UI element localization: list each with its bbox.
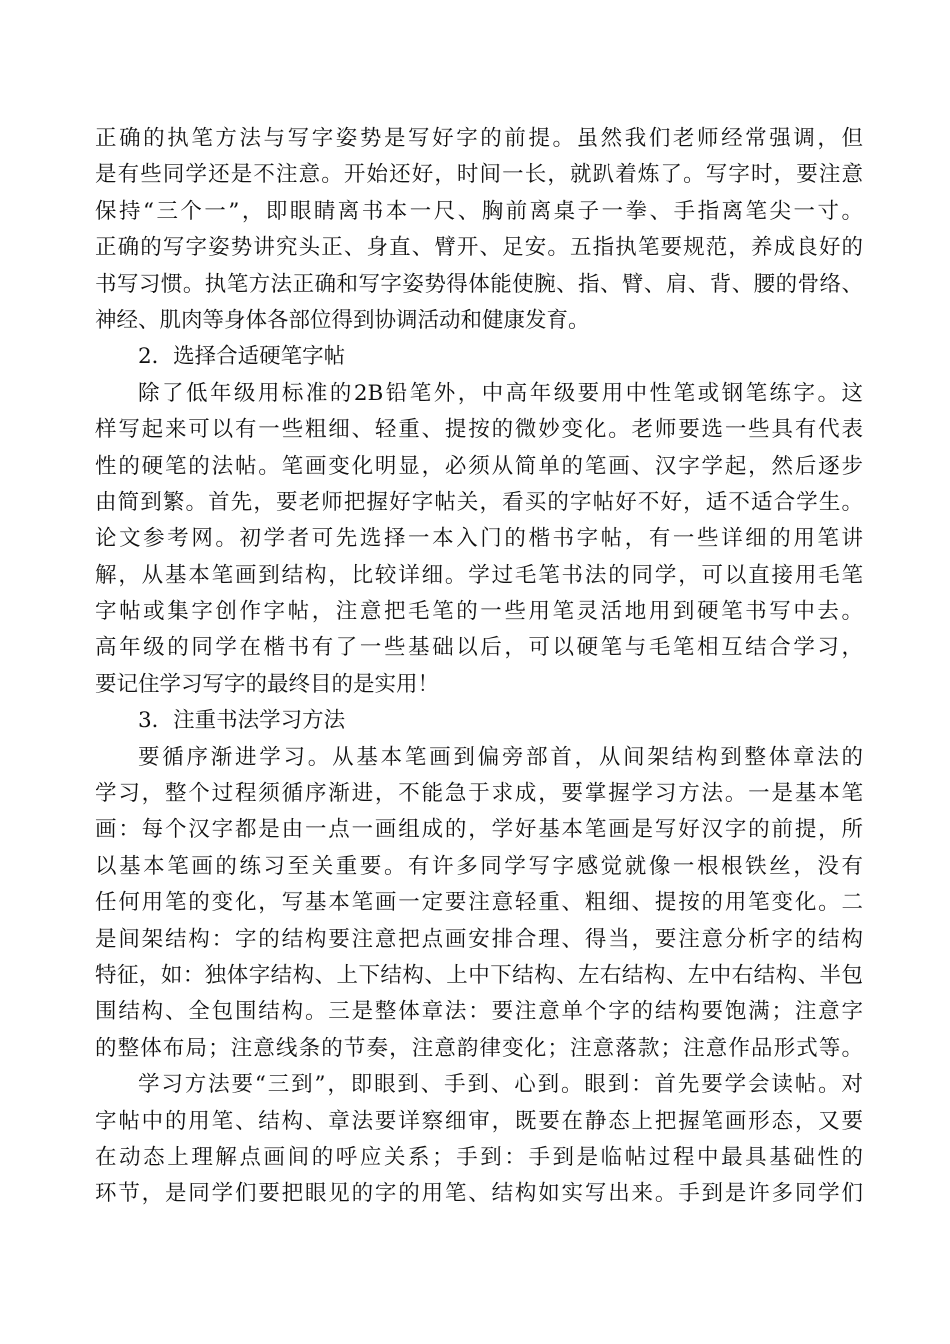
- text-line: 的整体布局；注意线条的节奏，注意韵律变化；注意落款；注意作品形式等。: [95, 1035, 863, 1061]
- text-line: 除了低年级用标准的2B铅笔外，中高年级要用中性笔或钢笔练字。这: [138, 380, 863, 406]
- section-heading: 3．注重书法学习方法: [138, 708, 346, 734]
- section-heading: 2．选择合适硬笔字帖: [138, 344, 346, 370]
- text-line: 任何用笔的变化，写基本笔画一定要注意轻重、粗细、提按的用笔变化。二: [95, 890, 863, 916]
- text-line: 论文参考网。初学者可先选择一本入门的楷书字帖，有一些详细的用笔讲: [95, 526, 863, 552]
- text-line: 保持“三个一”，即眼睛离书本一尺、胸前离桌子一拳、手指离笔尖一寸。: [95, 198, 863, 224]
- text-line: 字帖或集字创作字帖，注意把毛笔的一些用笔灵活地用到硬笔书写中去。: [95, 599, 863, 625]
- text-line: 解，从基本笔画到结构，比较详细。学过毛笔书法的同学，可以直接用毛笔: [95, 562, 863, 588]
- text-line: 正确的执笔方法与写字姿势是写好字的前提。虽然我们老师经常强调，但: [95, 126, 863, 151]
- text-line: 要记住学习写字的最终目的是实用！: [95, 671, 440, 697]
- text-line: 正确的写字姿势讲究头正、身直、臂开、足安。五指执笔要规范，养成良好的: [95, 235, 863, 261]
- text-line: 围结构、全包围结构。三是整体章法：要注意单个字的结构要饱满；注意字: [95, 999, 863, 1025]
- text-line: 神经、肌肉等身体各部位得到协调活动和健康发育。: [95, 307, 590, 333]
- text-line: 由简到繁。首先，要老师把握好字帖关，看买的字帖好不好，适不适合学生。: [95, 489, 863, 515]
- text-line: 环节，是同学们要把眼见的字的用笔、结构如实写出来。手到是许多同学们: [95, 1181, 863, 1207]
- text-line: 特征，如：独体字结构、上下结构、上中下结构、左右结构、左中右结构、半包: [95, 962, 863, 988]
- text-line: 以基本笔画的练习至关重要。有许多同学写字感觉就像一根根铁丝，没有: [95, 853, 863, 879]
- text-line: 高年级的同学在楷书有了一些基础以后，可以硬笔与毛笔相互结合学习，: [95, 635, 863, 661]
- text-line: 在动态上理解点画间的呼应关系；手到：手到是临帖过程中最具基础性的: [95, 1144, 863, 1170]
- text-line: 学习，整个过程须循序渐进，不能急于求成，要掌握学习方法。一是基本笔: [95, 781, 863, 807]
- text-line: 是间架结构：字的结构要注意把点画安排合理、得当，要注意分析字的结构: [95, 926, 863, 952]
- text-line: 学习方法要“三到”，即眼到、手到、心到。眼到：首先要学会读帖。对: [138, 1072, 863, 1098]
- text-line: 字帖中的用笔、结构、章法要详察细审，既要在静态上把握笔画形态，又要: [95, 1108, 863, 1134]
- text-line: 书写习惯。执笔方法正确和写字姿势得体能使腕、指、臂、肩、背、腰的骨络、: [95, 271, 863, 297]
- text-line: 样写起来可以有一些粗细、轻重、提按的微妙变化。老师要选一些具有代表: [95, 417, 863, 443]
- text-line: 是有些同学还是不注意。开始还好，时间一长，就趴着炼了。写字时，要注意: [95, 162, 863, 188]
- text-line: 要循序渐进学习。从基本笔画到偏旁部首，从间架结构到整体章法的: [138, 744, 863, 770]
- body-text: [95, 121, 863, 1213]
- text-line: 性的硬笔的法帖。笔画变化明显，必须从简单的笔画、汉字学起，然后逐步: [95, 453, 863, 479]
- text-line: 画：每个汉字都是由一点一画组成的，学好基本笔画是写好汉字的前提，所: [95, 817, 863, 843]
